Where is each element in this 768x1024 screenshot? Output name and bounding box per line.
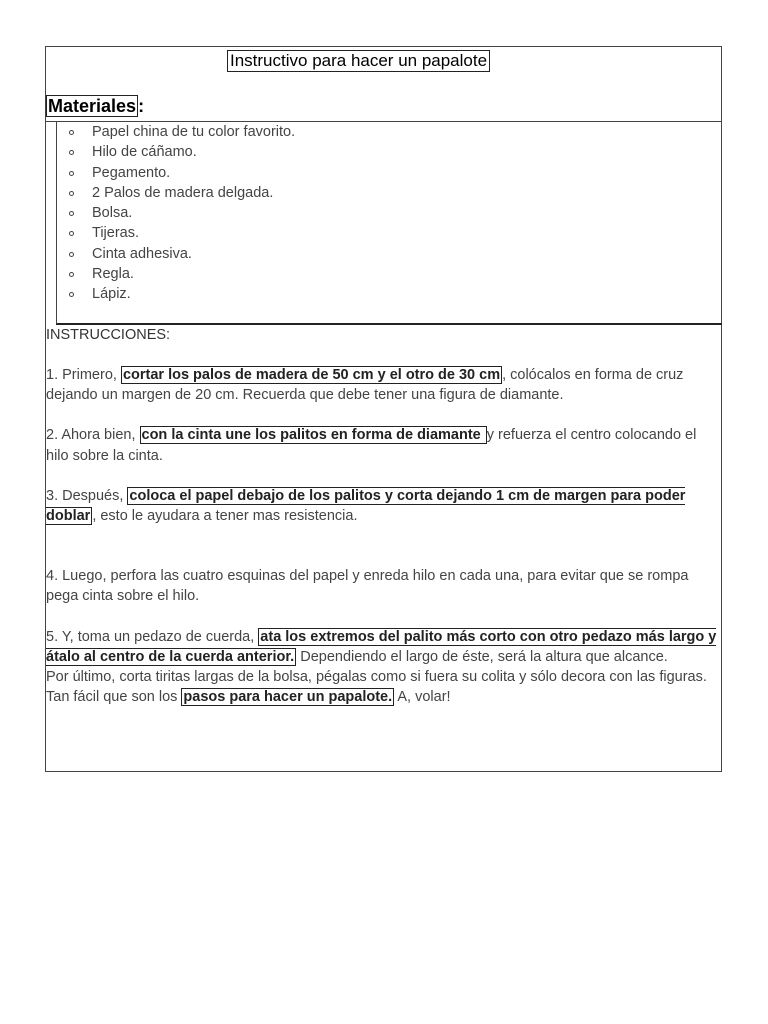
- step-3-lead: 3. Después,: [46, 487, 128, 504]
- step-2-lead: 2. Ahora bien,: [46, 427, 140, 444]
- material-item-text: Bolsa.: [92, 205, 133, 222]
- material-item-text: Hilo de cáñamo.: [92, 144, 197, 161]
- list-item: [69, 244, 295, 264]
- list-item: [69, 163, 295, 183]
- materials-heading-text: Materiales: [48, 96, 137, 116]
- step-3: [46, 486, 722, 526]
- step-3-highlight: coloca el papel debajo de los palitos y corta dejando 1 cm de margen para poder doblar: [46, 487, 686, 525]
- step-1-lead: 1. Primero,: [46, 367, 121, 383]
- step-2-highlight: con la cinta une los palitos en forma de diamante: [141, 427, 485, 444]
- closing-lead: Por último, corta tiritas largas de la bolsa, pégalas como si fuera su colita y sólo decora con las figuras. Tan fácil que son los: [46, 669, 707, 706]
- step-1-rest: , colócalos en forma de cruz dejando un margen de 20 cm. Recuerda que debe tener una figura de diamante.: [46, 367, 684, 404]
- circle-bullet-icon: [69, 211, 74, 216]
- material-item-text: 2 Palos de madera delgada.: [92, 184, 274, 201]
- step-4-text: 4. Luego, perfora las cuatro esquinas del papel y enreda hilo en cada una, para evitar que se rompa pega cinta sobre el hilo.: [46, 568, 689, 605]
- step-1-highlight: cortar los palos de madera de 50 cm y el otro de 30 cm: [122, 367, 501, 383]
- materials-list-section: [56, 121, 722, 325]
- list-item: [69, 264, 295, 284]
- material-item-text: Pegamento.: [92, 164, 171, 181]
- step-5: [46, 627, 722, 667]
- materials-heading: [46, 95, 144, 117]
- list-item: [69, 122, 295, 142]
- step-1: [46, 365, 722, 405]
- step-5-rest: Dependiendo el largo de éste, será la altura que alcance.: [296, 648, 668, 665]
- list-item: [69, 142, 295, 162]
- step-4: [46, 566, 722, 606]
- list-item: [69, 183, 295, 203]
- circle-bullet-icon: [69, 130, 74, 135]
- closing-highlight: pasos para hacer un papalote.: [183, 689, 393, 706]
- list-item: [69, 284, 295, 304]
- document-frame: [45, 46, 722, 772]
- step-2: [46, 425, 722, 465]
- materials-heading-colon: :: [138, 96, 145, 116]
- material-item-text: Papel china de tu color favorito.: [92, 124, 296, 140]
- material-item-text: Lápiz.: [92, 286, 131, 303]
- material-item-text: Tijeras.: [92, 225, 139, 242]
- list-item: [69, 203, 295, 223]
- step-2-rest: y refuerza el centro colocando el hilo sobre la cinta.: [46, 427, 697, 464]
- circle-bullet-icon: [69, 191, 74, 196]
- header-section: [46, 47, 721, 122]
- instructions-heading-text: INSTRUCCIONES: [46, 327, 167, 343]
- circle-bullet-icon: [69, 150, 74, 155]
- circle-bullet-icon: [69, 231, 74, 236]
- step-5-highlight: ata los extremos del palito más corto con otro pedazo más largo y átalo al centro de la cuerda anterior.: [46, 628, 717, 665]
- instructions-heading-colon: :: [166, 327, 171, 343]
- material-item-text: Regla.: [92, 266, 134, 283]
- circle-bullet-icon: [69, 272, 74, 277]
- closing-rest: A, volar!: [394, 689, 451, 706]
- circle-bullet-icon: [69, 171, 74, 176]
- instructions-heading: [46, 325, 722, 345]
- page-title: Instructivo para hacer un papalote: [227, 50, 490, 72]
- circle-bullet-icon: [69, 252, 74, 257]
- list-item: [69, 223, 295, 243]
- closing-paragraph: [46, 667, 722, 707]
- step-5-lead: 5. Y, toma un pedazo de cuerda,: [46, 628, 259, 645]
- materials-list: [69, 122, 295, 305]
- step-3-rest: , esto le ayudara a tener mas resistencia.: [92, 508, 358, 525]
- material-item-text: Cinta adhesiva.: [92, 245, 192, 262]
- instructions-section: [46, 325, 722, 707]
- circle-bullet-icon: [69, 292, 74, 297]
